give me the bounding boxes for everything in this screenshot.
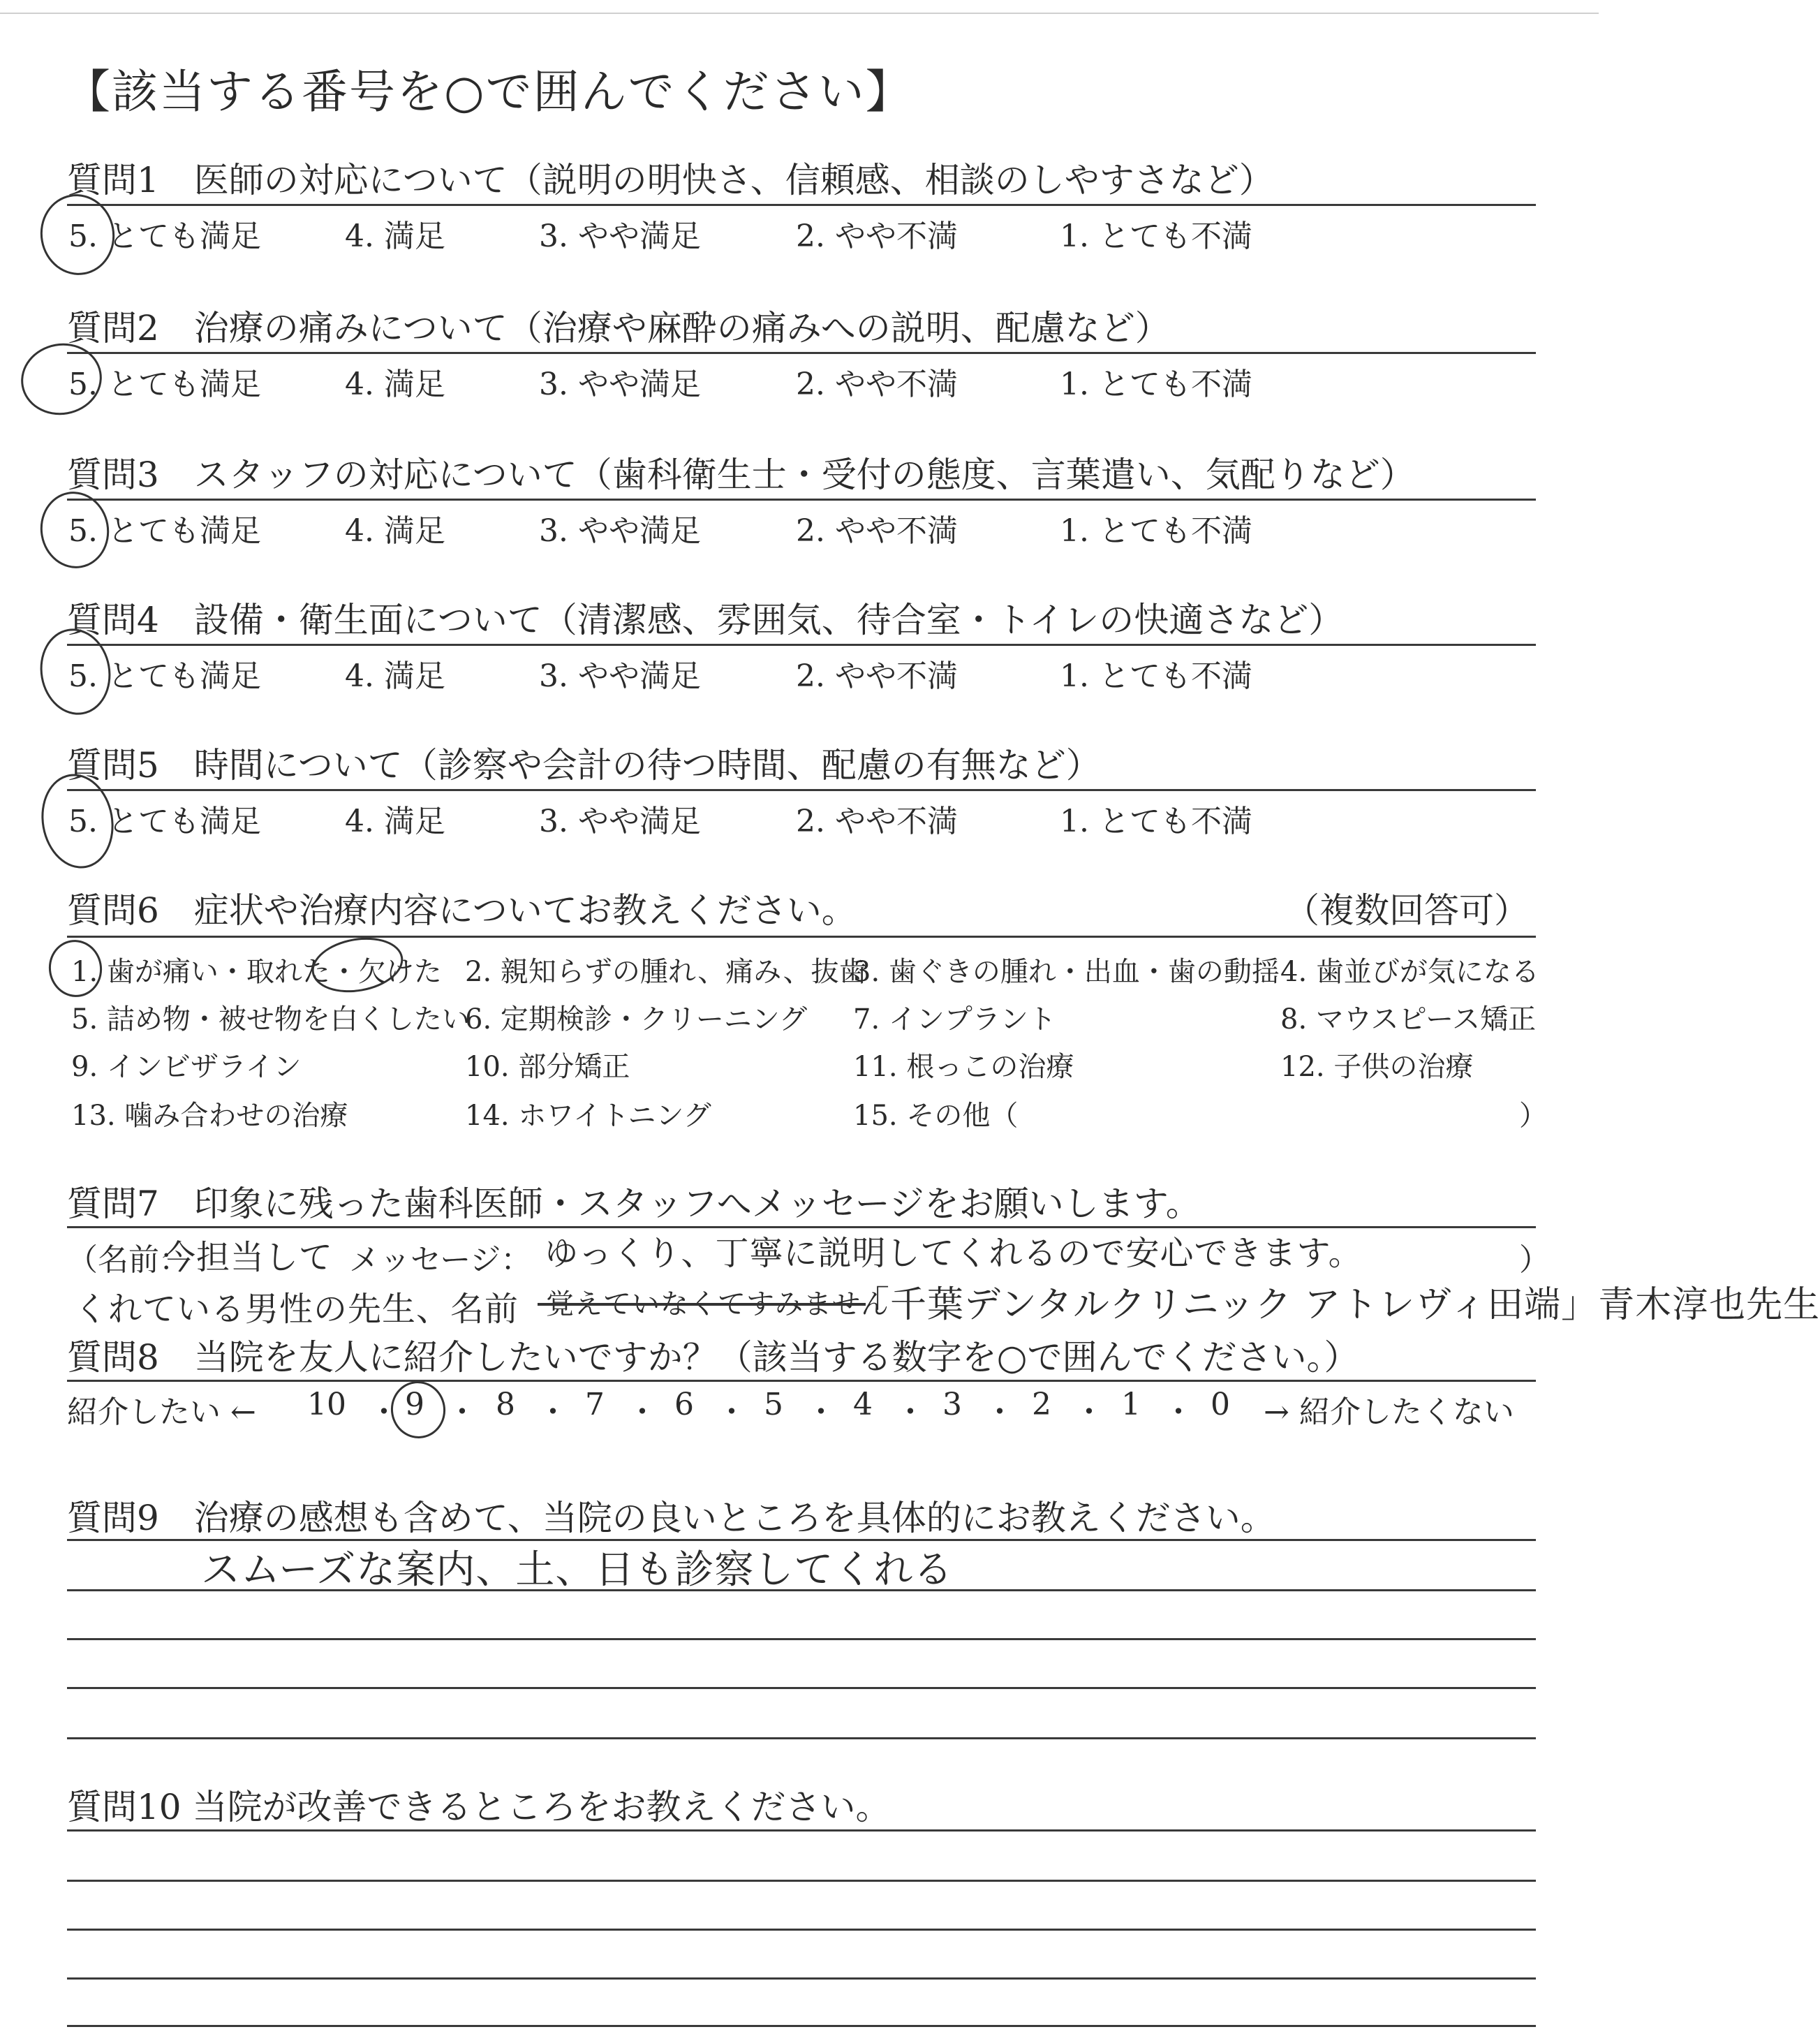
q9-answer-handwritten[interactable]: スムーズな案内、土、日も診察してくれる [201, 1547, 954, 1593]
q5-option-2[interactable]: 2. やや不満 [796, 804, 958, 839]
question-9-title: 質問9 治療の感想も含めて、当院の良いところを具体的にお教えください。 [67, 1498, 1275, 1538]
q6-option-7[interactable]: 7. インプラント [853, 1003, 1056, 1036]
q6-option-10[interactable]: 10. 部分矯正 [465, 1051, 630, 1083]
q3-option-3[interactable]: 3. やや満足 [539, 513, 701, 549]
q7-line2-struck-text: 覚えていなくてすみません [546, 1288, 889, 1320]
q1-option-1[interactable]: 1. とても不満 [1060, 219, 1252, 254]
question-7-title: 質問7 印象に残った歯科医師・スタッフへメッセージをお願いします。 [67, 1184, 1201, 1224]
q4-option-5[interactable]: 5. とても満足 [68, 658, 261, 694]
q8-dot: ・ [1074, 1394, 1104, 1430]
question-6-rule [67, 936, 1536, 938]
question-8-title: 質問8 当院を友人に紹介したいですか？（該当する数字を○で囲んでください。） [67, 1337, 1359, 1378]
question-3-title: 質問3 スタッフの対応について（歯科衛生士・受付の態度、言葉遣い、気配りなど） [67, 455, 1415, 495]
q2-option-4[interactable]: 4. 満足 [345, 367, 445, 402]
q8-dot: ・ [538, 1394, 568, 1430]
q8-left-label: 紹介したい ← [67, 1394, 256, 1430]
q4-option-4[interactable]: 4. 満足 [345, 658, 445, 694]
q6-answer-circle-1 [44, 936, 106, 1001]
q8-score-5[interactable]: 5 [764, 1387, 783, 1422]
q8-dot: ・ [627, 1394, 658, 1430]
q8-dot: ・ [984, 1394, 1015, 1430]
q1-option-2[interactable]: 2. やや不満 [796, 219, 958, 254]
question-6-title: 質問6 症状や治療内容についてお教えください。 [67, 890, 857, 931]
question-1-title: 質問1 医師の対応について（説明の明快さ、信頼感、相談のしやすさなど） [67, 160, 1274, 200]
q2-option-2[interactable]: 2. やや不満 [796, 367, 958, 402]
q5-option-4[interactable]: 4. 満足 [345, 804, 445, 839]
q8-score-7[interactable]: 7 [585, 1387, 605, 1422]
question-2-title: 質問2 治療の痛みについて（治療や麻酔の痛みへの説明、配慮など） [67, 308, 1170, 348]
q1-option-5[interactable]: 5. とても満足 [68, 219, 261, 254]
page-title: 【該当する番号を○で囲んでください】 [64, 65, 913, 119]
q4-option-3[interactable]: 3. やや満足 [539, 658, 701, 694]
q7-strikethrough [538, 1303, 866, 1306]
question-8-rule [67, 1380, 1536, 1382]
question-2-rule [67, 352, 1536, 354]
question-3-rule [67, 499, 1536, 501]
q6-option-11[interactable]: 11. 根っこの治療 [853, 1051, 1074, 1083]
q8-score-2[interactable]: 2 [1032, 1387, 1051, 1422]
q8-score-0[interactable]: 0 [1211, 1387, 1230, 1422]
q7-line2-tail-handwritten[interactable]: 「千葉デンタルクリニック アトレヴィ田端」青木淳也先生 [853, 1284, 1820, 1326]
q8-dot: ・ [1163, 1394, 1194, 1430]
q6-option-14[interactable]: 14. ホワイトニング [465, 1100, 711, 1132]
question-1-rule [67, 204, 1536, 206]
q5-option-5[interactable]: 5. とても満足 [68, 804, 261, 839]
q8-dot: ・ [369, 1394, 399, 1430]
question-9-rule-2 [67, 1589, 1536, 1591]
q3-option-1[interactable]: 1. とても不満 [1060, 513, 1252, 549]
question-6-note: （複数回答可） [1285, 890, 1529, 931]
q8-dot: ・ [716, 1394, 747, 1430]
q1-option-3[interactable]: 3. やや満足 [539, 219, 701, 254]
question-4-rule [67, 644, 1536, 646]
q7-line2-handwritten[interactable]: くれている男性の先生、名前 [74, 1290, 519, 1329]
q7-message-label: メッセージ： [349, 1242, 532, 1278]
q8-dot: ・ [895, 1394, 926, 1430]
q4-option-1[interactable]: 1. とても不満 [1060, 658, 1252, 694]
question-4-title: 質問4 設備・衛生面について（清潔感、雰囲気、待合室・トイレの快適さなど） [67, 600, 1344, 640]
question-10-title: 質問10 当院が改善できるところをお教えください。 [67, 1787, 891, 1827]
q8-dot: ・ [806, 1394, 836, 1430]
question-10-rule-3 [67, 1929, 1536, 1931]
q8-dot: ・ [447, 1394, 478, 1430]
q8-score-6[interactable]: 6 [674, 1387, 694, 1422]
q5-option-1[interactable]: 1. とても不満 [1060, 804, 1252, 839]
q2-option-5[interactable]: 5. とても満足 [68, 367, 261, 402]
q6-option-12[interactable]: 12. 子供の治療 [1280, 1051, 1474, 1083]
question-10-rule-2 [67, 1880, 1536, 1882]
q6-option-4[interactable]: 4. 歯並びが気になる [1280, 956, 1539, 988]
q8-score-4[interactable]: 4 [853, 1387, 873, 1422]
q8-score-3[interactable]: 3 [942, 1387, 962, 1422]
question-9-rule-5 [67, 1737, 1536, 1739]
q6-option-8[interactable]: 8. マウスピース矯正 [1280, 1003, 1537, 1036]
q4-option-2[interactable]: 2. やや不満 [796, 658, 958, 694]
q7-name-handwritten[interactable]: 今担当して [162, 1238, 334, 1277]
q3-option-5[interactable]: 5. とても満足 [68, 513, 261, 549]
question-9-rule-4 [67, 1687, 1536, 1689]
q1-option-4[interactable]: 4. 満足 [345, 219, 445, 254]
q6-option-15[interactable]: 15. その他（ [853, 1100, 1019, 1132]
q7-name-label: （名前： [67, 1242, 190, 1278]
question-10-rule-1 [67, 1829, 1536, 1832]
q6-option-6[interactable]: 6. 定期検診・クリーニング [465, 1003, 808, 1036]
q7-close-paren: ） [1519, 1242, 1550, 1278]
q6-option-15-close: ） [1519, 1100, 1547, 1132]
q6-option-13[interactable]: 13. 噛み合わせの治療 [71, 1100, 348, 1132]
q8-right-label: → 紹介したくない [1264, 1394, 1514, 1430]
q7-message-handwritten[interactable]: ゆっくり、丁寧に説明してくれるので安心できます。 [545, 1234, 1363, 1273]
q3-option-4[interactable]: 4. 満足 [345, 513, 445, 549]
q2-option-3[interactable]: 3. やや満足 [539, 367, 701, 402]
q3-option-2[interactable]: 2. やや不満 [796, 513, 958, 549]
question-5-rule [67, 789, 1536, 791]
q6-option-3[interactable]: 3. 歯ぐきの腫れ・出血・歯の動揺 [853, 956, 1280, 988]
q6-option-2[interactable]: 2. 親知らずの腫れ、痛み、抜歯 [465, 956, 867, 988]
q2-option-1[interactable]: 1. とても不満 [1060, 367, 1252, 402]
q8-score-10[interactable]: 10 [307, 1387, 346, 1422]
q8-score-8[interactable]: 8 [496, 1387, 515, 1422]
q5-option-3[interactable]: 3. やや満足 [539, 804, 701, 839]
q6-option-1[interactable]: 1. 歯が痛い・取れた・欠けた [71, 956, 442, 988]
question-10-rule-4 [67, 1977, 1536, 1980]
question-5-title: 質問5 時間について（診察や会計の待つ時間、配慮の有無など） [67, 745, 1101, 786]
scan-edge [0, 13, 1599, 14]
q6-option-5[interactable]: 5. 詰め物・被せ物を白くしたい [71, 1003, 470, 1036]
question-9-rule-3 [67, 1638, 1536, 1640]
question-10-rule-5 [67, 2025, 1536, 2027]
q6-option-9[interactable]: 9. インビザライン [71, 1051, 302, 1083]
q8-score-9[interactable]: 9 [405, 1387, 424, 1422]
q8-score-1[interactable]: 1 [1121, 1387, 1141, 1422]
